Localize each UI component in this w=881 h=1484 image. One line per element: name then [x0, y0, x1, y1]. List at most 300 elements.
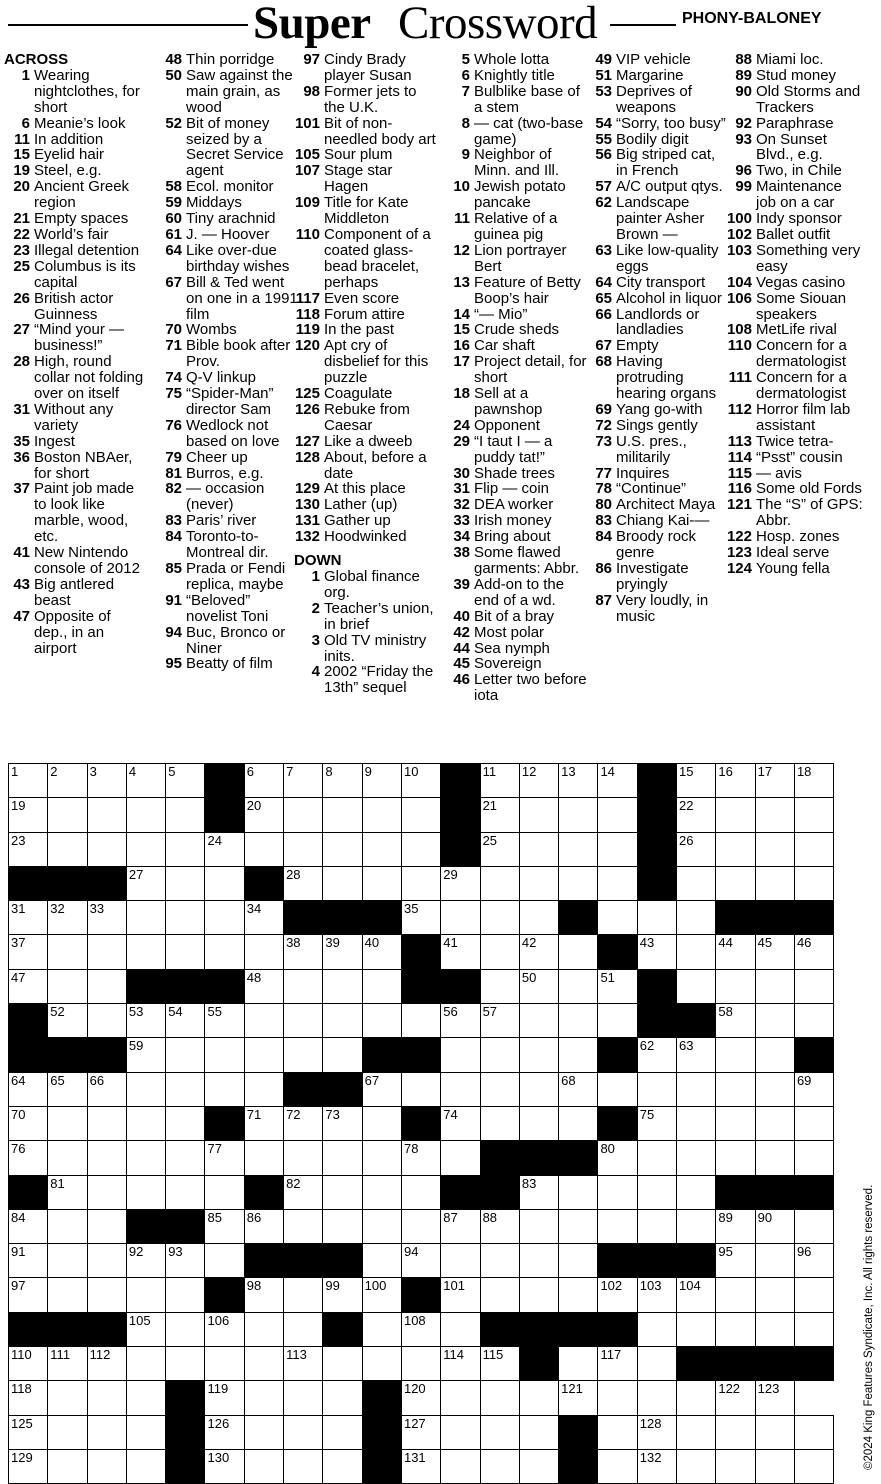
grid-cell[interactable]	[598, 764, 637, 798]
grid-cell[interactable]	[480, 1004, 519, 1038]
grid-cell[interactable]	[441, 1347, 480, 1381]
grid-cell[interactable]	[441, 866, 480, 900]
grid-cell[interactable]	[480, 798, 519, 832]
grid-cell[interactable]	[401, 798, 440, 832]
grid-cell[interactable]	[126, 1449, 165, 1483]
grid-cell[interactable]	[794, 969, 833, 1003]
grid-cell[interactable]	[637, 1278, 676, 1312]
grid-cell[interactable]	[480, 1209, 519, 1243]
grid-cell[interactable]	[677, 798, 716, 832]
grid-cell[interactable]	[284, 1004, 323, 1038]
grid-cell[interactable]	[598, 866, 637, 900]
grid-cell[interactable]	[441, 1244, 480, 1278]
grid-cell[interactable]	[362, 764, 401, 798]
grid-cell[interactable]	[637, 1209, 676, 1243]
grid-cell[interactable]	[441, 1004, 480, 1038]
grid-cell[interactable]	[519, 764, 558, 798]
grid-cell[interactable]	[48, 1141, 87, 1175]
grid-cell[interactable]	[480, 1278, 519, 1312]
grid-cell[interactable]	[9, 1141, 48, 1175]
grid-cell[interactable]	[637, 1347, 676, 1381]
grid-cell[interactable]	[284, 1449, 323, 1483]
grid-cell[interactable]	[126, 866, 165, 900]
grid-cell[interactable]	[244, 1381, 283, 1415]
grid-cell[interactable]	[794, 866, 833, 900]
grid-cell[interactable]	[480, 969, 519, 1003]
grid-cell[interactable]	[48, 764, 87, 798]
grid-cell[interactable]	[166, 1038, 205, 1072]
grid-cell[interactable]	[323, 1381, 362, 1415]
grid-cell[interactable]	[716, 1278, 755, 1312]
grid-cell[interactable]	[677, 1141, 716, 1175]
grid-cell[interactable]	[244, 1449, 283, 1483]
grid-cell[interactable]	[755, 1278, 794, 1312]
grid-cell[interactable]	[166, 1244, 205, 1278]
grid-cell[interactable]	[598, 1278, 637, 1312]
grid-cell[interactable]	[401, 1415, 440, 1449]
grid-cell[interactable]	[441, 1106, 480, 1140]
grid-cell[interactable]	[126, 1312, 165, 1346]
grid-cell[interactable]	[284, 1312, 323, 1346]
grid-cell[interactable]	[205, 1449, 244, 1483]
grid-cell[interactable]	[637, 1106, 676, 1140]
grid-cell[interactable]	[166, 764, 205, 798]
grid-cell[interactable]	[87, 1209, 126, 1243]
grid-cell[interactable]	[716, 1312, 755, 1346]
grid-cell[interactable]	[9, 798, 48, 832]
grid-cell[interactable]	[362, 1141, 401, 1175]
grid-cell[interactable]	[9, 1244, 48, 1278]
grid-cell[interactable]	[9, 1381, 48, 1415]
grid-cell[interactable]	[559, 764, 598, 798]
grid-cell[interactable]	[87, 1278, 126, 1312]
grid-cell[interactable]	[519, 1175, 558, 1209]
grid-cell[interactable]	[323, 935, 362, 969]
grid-cell[interactable]	[559, 832, 598, 866]
grid-cell[interactable]	[9, 969, 48, 1003]
grid-cell[interactable]	[401, 1244, 440, 1278]
grid-cell[interactable]	[755, 1381, 794, 1415]
grid-cell[interactable]	[284, 1175, 323, 1209]
grid-cell[interactable]	[519, 1038, 558, 1072]
grid-cell[interactable]	[166, 798, 205, 832]
grid-cell[interactable]	[126, 798, 165, 832]
grid-cell[interactable]	[205, 901, 244, 935]
grid-cell[interactable]	[794, 1312, 833, 1346]
grid-cell[interactable]	[87, 1004, 126, 1038]
grid-cell[interactable]	[755, 764, 794, 798]
grid-cell[interactable]	[401, 1381, 440, 1415]
grid-cell[interactable]	[126, 1175, 165, 1209]
grid-cell[interactable]	[9, 1449, 48, 1483]
grid-cell[interactable]	[244, 1209, 283, 1243]
grid-cell[interactable]	[794, 1415, 833, 1449]
grid-cell[interactable]	[794, 1106, 833, 1140]
grid-cell[interactable]	[441, 1312, 480, 1346]
grid-cell[interactable]	[519, 901, 558, 935]
grid-cell[interactable]	[677, 832, 716, 866]
grid-cell[interactable]	[677, 1209, 716, 1243]
grid-cell[interactable]	[598, 1072, 637, 1106]
grid-cell[interactable]	[716, 866, 755, 900]
grid-cell[interactable]	[126, 764, 165, 798]
grid-cell[interactable]	[9, 1106, 48, 1140]
grid-cell[interactable]	[598, 1209, 637, 1243]
grid-cell[interactable]	[205, 1209, 244, 1243]
grid-cell[interactable]	[559, 798, 598, 832]
grid-cell[interactable]	[166, 1141, 205, 1175]
grid-cell[interactable]	[9, 832, 48, 866]
grid-cell[interactable]	[519, 798, 558, 832]
grid-cell[interactable]	[244, 798, 283, 832]
grid-cell[interactable]	[87, 798, 126, 832]
grid-cell[interactable]	[794, 1209, 833, 1243]
grid-cell[interactable]	[559, 1209, 598, 1243]
grid-cell[interactable]	[716, 1415, 755, 1449]
grid-cell[interactable]	[716, 764, 755, 798]
grid-cell[interactable]	[677, 764, 716, 798]
grid-cell[interactable]	[87, 1415, 126, 1449]
grid-cell[interactable]	[48, 1381, 87, 1415]
grid-cell[interactable]	[519, 1278, 558, 1312]
grid-cell[interactable]	[598, 1415, 637, 1449]
grid-cell[interactable]	[244, 1072, 283, 1106]
grid-cell[interactable]	[166, 1072, 205, 1106]
grid-cell[interactable]	[126, 1244, 165, 1278]
grid-cell[interactable]	[677, 1278, 716, 1312]
grid-cell[interactable]	[401, 1449, 440, 1483]
grid-cell[interactable]	[755, 1038, 794, 1072]
grid-cell[interactable]	[559, 1278, 598, 1312]
grid-cell[interactable]	[519, 1244, 558, 1278]
grid-cell[interactable]	[284, 764, 323, 798]
grid-cell[interactable]	[362, 1312, 401, 1346]
grid-cell[interactable]	[205, 1038, 244, 1072]
grid-cell[interactable]	[48, 901, 87, 935]
grid-cell[interactable]	[637, 1312, 676, 1346]
grid-cell[interactable]	[559, 1004, 598, 1038]
grid-cell[interactable]	[559, 1072, 598, 1106]
grid-cell[interactable]	[637, 935, 676, 969]
grid-cell[interactable]	[9, 1072, 48, 1106]
grid-cell[interactable]	[519, 832, 558, 866]
grid-cell[interactable]	[598, 901, 637, 935]
grid-cell[interactable]	[441, 1141, 480, 1175]
grid-cell[interactable]	[794, 935, 833, 969]
grid-cell[interactable]	[716, 1449, 755, 1483]
grid-cell[interactable]	[637, 1175, 676, 1209]
grid-cell[interactable]	[716, 969, 755, 1003]
grid-cell[interactable]	[244, 1106, 283, 1140]
grid-cell[interactable]	[716, 1004, 755, 1038]
grid-cell[interactable]	[284, 1278, 323, 1312]
grid-cell[interactable]	[519, 1072, 558, 1106]
grid-cell[interactable]	[755, 1072, 794, 1106]
grid-cell[interactable]	[205, 866, 244, 900]
grid-cell[interactable]	[519, 1415, 558, 1449]
grid-cell[interactable]	[48, 935, 87, 969]
grid-cell[interactable]	[48, 1449, 87, 1483]
grid-cell[interactable]	[441, 1038, 480, 1072]
grid-cell[interactable]	[362, 798, 401, 832]
grid-cell[interactable]	[244, 1141, 283, 1175]
grid-cell[interactable]	[677, 1381, 716, 1415]
grid-cell[interactable]	[794, 798, 833, 832]
grid-cell[interactable]	[441, 901, 480, 935]
grid-cell[interactable]	[205, 1312, 244, 1346]
grid-cell[interactable]	[755, 1004, 794, 1038]
grid-cell[interactable]	[677, 1415, 716, 1449]
grid-cell[interactable]	[9, 1278, 48, 1312]
grid-cell[interactable]	[323, 1141, 362, 1175]
grid-cell[interactable]	[519, 1381, 558, 1415]
grid-cell[interactable]	[480, 866, 519, 900]
grid-cell[interactable]	[9, 935, 48, 969]
grid-cell[interactable]	[126, 1347, 165, 1381]
grid-cell[interactable]	[598, 1347, 637, 1381]
grid-cell[interactable]	[480, 1381, 519, 1415]
grid-cell[interactable]	[166, 1312, 205, 1346]
grid-cell[interactable]	[244, 1038, 283, 1072]
grid-cell[interactable]	[323, 798, 362, 832]
grid-cell[interactable]	[716, 1209, 755, 1243]
grid-cell[interactable]	[48, 798, 87, 832]
grid-cell[interactable]	[716, 935, 755, 969]
grid-cell[interactable]	[362, 1106, 401, 1140]
grid-cell[interactable]	[598, 1175, 637, 1209]
grid-cell[interactable]	[362, 1244, 401, 1278]
grid-cell[interactable]	[323, 1209, 362, 1243]
grid-cell[interactable]	[716, 1381, 755, 1415]
grid-cell[interactable]	[205, 1381, 244, 1415]
grid-cell[interactable]	[598, 798, 637, 832]
grid-cell[interactable]	[166, 935, 205, 969]
grid-cell[interactable]	[48, 969, 87, 1003]
grid-cell[interactable]	[637, 901, 676, 935]
grid-cell[interactable]	[126, 1415, 165, 1449]
grid-cell[interactable]	[401, 764, 440, 798]
grid-cell[interactable]	[637, 1415, 676, 1449]
grid-cell[interactable]	[677, 866, 716, 900]
grid-cell[interactable]	[48, 1106, 87, 1140]
grid-cell[interactable]	[284, 935, 323, 969]
grid-cell[interactable]	[716, 1072, 755, 1106]
grid-cell[interactable]	[716, 1106, 755, 1140]
grid-cell[interactable]	[205, 1244, 244, 1278]
grid-cell[interactable]	[9, 901, 48, 935]
grid-cell[interactable]	[794, 1004, 833, 1038]
grid-cell[interactable]	[519, 866, 558, 900]
grid-cell[interactable]	[323, 1347, 362, 1381]
grid-cell[interactable]	[244, 832, 283, 866]
grid-cell[interactable]	[166, 1278, 205, 1312]
grid-cell[interactable]	[205, 832, 244, 866]
grid-cell[interactable]	[755, 1449, 794, 1483]
grid-cell[interactable]	[755, 798, 794, 832]
grid-cell[interactable]	[244, 901, 283, 935]
grid-cell[interactable]	[9, 1209, 48, 1243]
grid-cell[interactable]	[480, 1347, 519, 1381]
grid-cell[interactable]	[401, 1209, 440, 1243]
grid-cell[interactable]	[794, 1072, 833, 1106]
grid-cell[interactable]	[677, 1449, 716, 1483]
grid-cell[interactable]	[244, 969, 283, 1003]
grid-cell[interactable]	[9, 1347, 48, 1381]
grid-cell[interactable]	[126, 1106, 165, 1140]
grid-cell[interactable]	[401, 1072, 440, 1106]
grid-cell[interactable]	[559, 1381, 598, 1415]
grid-cell[interactable]	[87, 1175, 126, 1209]
grid-cell[interactable]	[87, 1347, 126, 1381]
grid-cell[interactable]	[87, 1072, 126, 1106]
grid-cell[interactable]	[87, 969, 126, 1003]
grid-cell[interactable]	[677, 901, 716, 935]
grid-cell[interactable]	[205, 935, 244, 969]
grid-cell[interactable]	[716, 1038, 755, 1072]
grid-cell[interactable]	[362, 1209, 401, 1243]
grid-cell[interactable]	[284, 1106, 323, 1140]
grid-cell[interactable]	[441, 1381, 480, 1415]
grid-cell[interactable]	[166, 1175, 205, 1209]
grid-cell[interactable]	[559, 1038, 598, 1072]
grid-cell[interactable]	[755, 935, 794, 969]
grid-cell[interactable]	[284, 1141, 323, 1175]
grid-cell[interactable]	[205, 1347, 244, 1381]
grid-cell[interactable]	[401, 901, 440, 935]
grid-cell[interactable]	[126, 832, 165, 866]
grid-cell[interactable]	[794, 1449, 833, 1483]
grid-cell[interactable]	[480, 935, 519, 969]
grid-cell[interactable]	[244, 764, 283, 798]
grid-cell[interactable]	[441, 1449, 480, 1483]
grid-cell[interactable]	[637, 1141, 676, 1175]
grid-cell[interactable]	[480, 1072, 519, 1106]
grid-cell[interactable]	[480, 832, 519, 866]
grid-cell[interactable]	[323, 1175, 362, 1209]
grid-cell[interactable]	[9, 764, 48, 798]
grid-cell[interactable]	[637, 1038, 676, 1072]
grid-cell[interactable]	[480, 1244, 519, 1278]
grid-cell[interactable]	[755, 969, 794, 1003]
grid-cell[interactable]	[480, 1106, 519, 1140]
grid-cell[interactable]	[559, 1175, 598, 1209]
grid-cell[interactable]	[284, 798, 323, 832]
grid-cell[interactable]	[362, 1347, 401, 1381]
grid-cell[interactable]	[755, 1244, 794, 1278]
grid-cell[interactable]	[519, 1004, 558, 1038]
grid-cell[interactable]	[519, 1449, 558, 1483]
grid-cell[interactable]	[441, 1072, 480, 1106]
grid-cell[interactable]	[323, 1449, 362, 1483]
grid-cell[interactable]	[166, 1347, 205, 1381]
grid-cell[interactable]	[126, 901, 165, 935]
grid-cell[interactable]	[284, 1381, 323, 1415]
grid-cell[interactable]	[323, 866, 362, 900]
grid-cell[interactable]	[401, 1004, 440, 1038]
grid-cell[interactable]	[48, 1209, 87, 1243]
grid-cell[interactable]	[244, 1278, 283, 1312]
grid-cell[interactable]	[480, 1449, 519, 1483]
grid-cell[interactable]	[126, 1381, 165, 1415]
grid-cell[interactable]	[519, 935, 558, 969]
grid-cell[interactable]	[794, 832, 833, 866]
grid-cell[interactable]	[48, 1278, 87, 1312]
grid-cell[interactable]	[559, 935, 598, 969]
grid-cell[interactable]	[677, 969, 716, 1003]
grid-cell[interactable]	[87, 832, 126, 866]
grid-cell[interactable]	[480, 764, 519, 798]
grid-cell[interactable]	[480, 1415, 519, 1449]
grid-cell[interactable]	[637, 1072, 676, 1106]
grid-cell[interactable]	[480, 901, 519, 935]
grid-cell[interactable]	[559, 1347, 598, 1381]
grid-cell[interactable]	[284, 832, 323, 866]
grid-cell[interactable]	[598, 832, 637, 866]
grid-cell[interactable]	[244, 1004, 283, 1038]
grid-cell[interactable]	[598, 1141, 637, 1175]
grid-cell[interactable]	[205, 1415, 244, 1449]
grid-cell[interactable]	[362, 1278, 401, 1312]
grid-cell[interactable]	[677, 935, 716, 969]
grid-cell[interactable]	[598, 1004, 637, 1038]
grid-cell[interactable]	[126, 1004, 165, 1038]
grid-cell[interactable]	[598, 1449, 637, 1483]
grid-cell[interactable]	[323, 1106, 362, 1140]
grid-cell[interactable]	[677, 1106, 716, 1140]
grid-cell[interactable]	[205, 1175, 244, 1209]
grid-cell[interactable]	[559, 1106, 598, 1140]
grid-cell[interactable]	[362, 969, 401, 1003]
grid-cell[interactable]	[323, 1415, 362, 1449]
grid-cell[interactable]	[441, 1209, 480, 1243]
grid-cell[interactable]	[794, 1278, 833, 1312]
grid-cell[interactable]	[166, 1004, 205, 1038]
grid-cell[interactable]	[244, 1415, 283, 1449]
grid-cell[interactable]	[126, 1278, 165, 1312]
grid-cell[interactable]	[205, 1141, 244, 1175]
grid-cell[interactable]	[755, 832, 794, 866]
grid-cell[interactable]	[441, 1278, 480, 1312]
grid-cell[interactable]	[677, 1072, 716, 1106]
grid-cell[interactable]	[166, 866, 205, 900]
grid-cell[interactable]	[205, 1004, 244, 1038]
grid-cell[interactable]	[126, 935, 165, 969]
grid-cell[interactable]	[362, 1175, 401, 1209]
grid-cell[interactable]	[284, 1347, 323, 1381]
grid-cell[interactable]	[87, 935, 126, 969]
grid-cell[interactable]	[755, 1415, 794, 1449]
grid-cell[interactable]	[480, 1038, 519, 1072]
grid-cell[interactable]	[323, 832, 362, 866]
grid-cell[interactable]	[205, 1072, 244, 1106]
grid-cell[interactable]	[362, 1004, 401, 1038]
grid-cell[interactable]	[126, 1038, 165, 1072]
grid-cell[interactable]	[323, 1004, 362, 1038]
grid-cell[interactable]	[284, 1038, 323, 1072]
grid-cell[interactable]	[362, 935, 401, 969]
grid-cell[interactable]	[716, 798, 755, 832]
grid-cell[interactable]	[48, 1004, 87, 1038]
grid-cell[interactable]	[87, 1449, 126, 1483]
grid-cell[interactable]	[637, 1381, 676, 1415]
grid-cell[interactable]	[559, 866, 598, 900]
grid-cell[interactable]	[166, 1106, 205, 1140]
grid-cell[interactable]	[323, 764, 362, 798]
grid-cell[interactable]	[519, 969, 558, 1003]
grid-cell[interactable]	[598, 1381, 637, 1415]
grid-cell[interactable]	[87, 1244, 126, 1278]
grid-cell[interactable]	[284, 1209, 323, 1243]
